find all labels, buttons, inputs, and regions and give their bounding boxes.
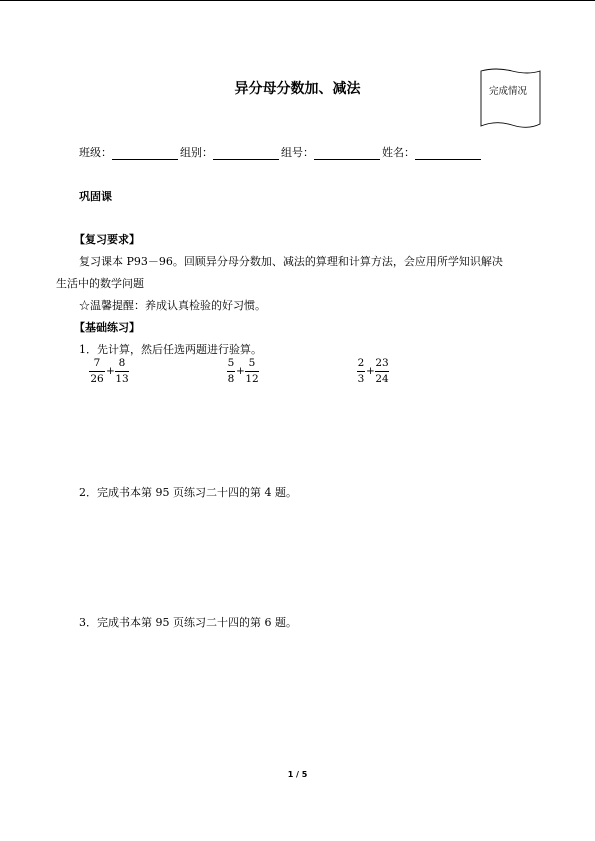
reminder-text: ☆温馨提醒：养成认真检验的好习惯。 — [79, 299, 266, 312]
fraction: 2 3 — [357, 357, 365, 385]
fraction: 7 26 — [90, 357, 104, 385]
plus-sign: + — [366, 365, 375, 377]
page-title: 异分母分数加、减法 — [234, 81, 361, 97]
group-field[interactable] — [213, 147, 279, 160]
review-text-line2: 生活中的数学问题 — [56, 277, 144, 290]
fraction: 5 12 — [245, 357, 259, 385]
fraction-expression-1 — [89, 357, 139, 389]
review-text-line1: 复习课本 P93－96。回顾异分母分数加、减法的算理和计算方法，会应用所学知识解决 — [79, 255, 503, 268]
fraction: 5 8 — [227, 357, 235, 385]
name-field[interactable] — [415, 147, 481, 160]
plus-sign: + — [106, 365, 115, 377]
question-1: 1．先计算，然后任选两题进行验算。 — [79, 343, 262, 356]
page-number: 1 / 5 — [287, 770, 308, 779]
fraction: 8 13 — [115, 357, 129, 385]
group-label: 组别： — [180, 146, 213, 159]
top-border-line — [0, 0, 595, 1]
name-label: 姓名： — [382, 146, 415, 159]
status-box-label: 完成情况 — [488, 86, 527, 97]
practice-heading: 【基础练习】 — [74, 321, 140, 334]
fraction-expression-3 — [357, 357, 397, 389]
group-number-label: 组号： — [281, 146, 314, 159]
review-heading: 【复习要求】 — [74, 233, 140, 246]
lesson-type: 巩固课 — [79, 190, 112, 203]
class-field[interactable] — [112, 147, 178, 160]
question-3: 3．完成书本第 95 页练习二十四的第 6 题。 — [79, 616, 297, 629]
fraction: 23 24 — [375, 357, 389, 385]
student-info-row — [79, 144, 483, 160]
fraction-expression-2 — [227, 357, 267, 389]
completion-status-box — [478, 68, 548, 134]
question-2: 2．完成书本第 95 页练习二十四的第 4 题。 — [79, 486, 297, 499]
class-label: 班级： — [79, 146, 112, 159]
group-number-field[interactable] — [314, 147, 380, 160]
plus-sign: + — [236, 365, 245, 377]
scroll-shape-icon — [478, 68, 548, 134]
